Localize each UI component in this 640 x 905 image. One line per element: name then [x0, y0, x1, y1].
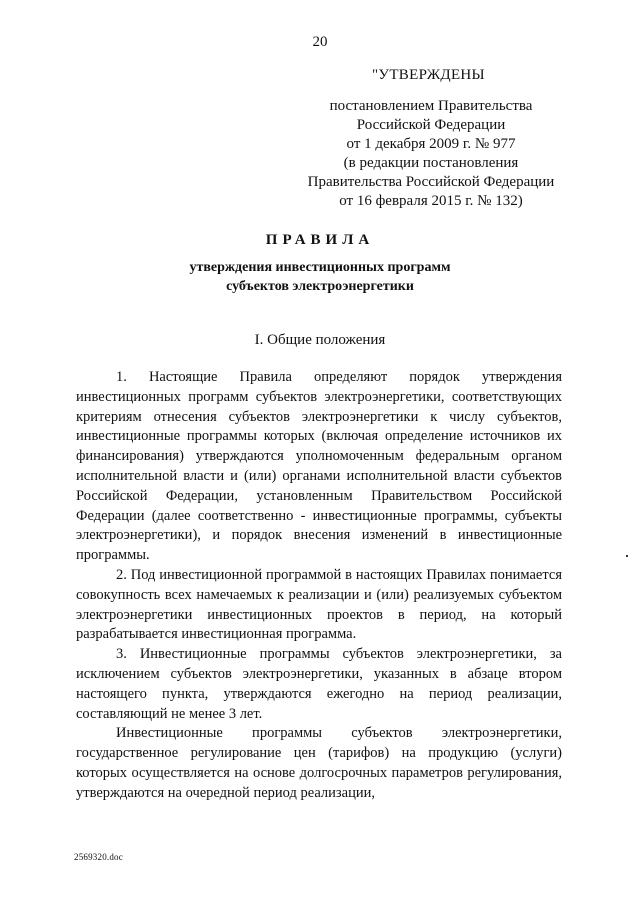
- paragraph-1: 1. Настоящие Правила определяют порядок утверждения инвестиционных программ субъектов электроэнергетики, соответствующих критериям отнесения субъектов электроэнергетики к числу субъектов, инвестиционные программы которых (включая определение источников их финансирования) утверждаются уполномоченным федеральным органом исполнительной власти и (или) органами исполнительной власти субъектов Российской Федерации, установленным Правительством Российской Федерации (далее соответственно - инвестиционные программы, субъекты электроэнергетики), и порядок внесения изменений в инвестиционные программы.: [76, 369, 562, 564]
- approval-line: Правительства Российской Федерации: [307, 174, 555, 190]
- document-subtitle: [0, 258, 640, 296]
- section-heading: I. Общие положения: [254, 332, 386, 348]
- subtitle-line: утверждения инвестиционных программ: [189, 260, 451, 275]
- subtitle-line: субъектов электроэнергетики: [226, 279, 414, 294]
- approval-line: (в редакции постановления: [343, 155, 519, 171]
- approval-title: "УТВЕРЖДЕНЫ: [372, 67, 485, 83]
- paragraph-4: Инвестиционные программы субъектов электроэнергетики, государственное регулирование цен (тарифов) на продукцию (услуги) которых осуществляется на основе долгосрочных параметров регулирования, утверждаются на очередной период реализации,: [76, 725, 562, 801]
- page-number: 20: [312, 34, 328, 50]
- approval-line: от 1 декабря 2009 г. № 977: [346, 136, 516, 152]
- paragraph-3: 3. Инвестиционные программы субъектов электроэнергетики, за исключением субъектов электроэнергетики, указанных в абзаце втором настоящего пункта, утверждаются ежегодно на период реализации, составляющий не менее 3 лет.: [76, 646, 562, 722]
- document-title: ПРАВИЛА: [265, 232, 375, 248]
- approval-line: от 16 февраля 2015 г. № 132): [339, 193, 523, 209]
- file-code: 2569320.doc: [74, 852, 123, 862]
- scan-speck: [626, 555, 628, 557]
- approval-block: [300, 66, 562, 211]
- body-text: [76, 368, 562, 804]
- approval-line: постановлением Правительства: [329, 98, 533, 114]
- approval-line: Российской Федерации: [356, 117, 506, 133]
- paragraph-2: 2. Под инвестиционной программой в настоящих Правилах понимается совокупность всех намечаемых к реализации и (или) реализуемых субъектом электроэнергетики инвестиционных проектов в период, на который разрабатывается инвестиционная программа.: [76, 566, 562, 643]
